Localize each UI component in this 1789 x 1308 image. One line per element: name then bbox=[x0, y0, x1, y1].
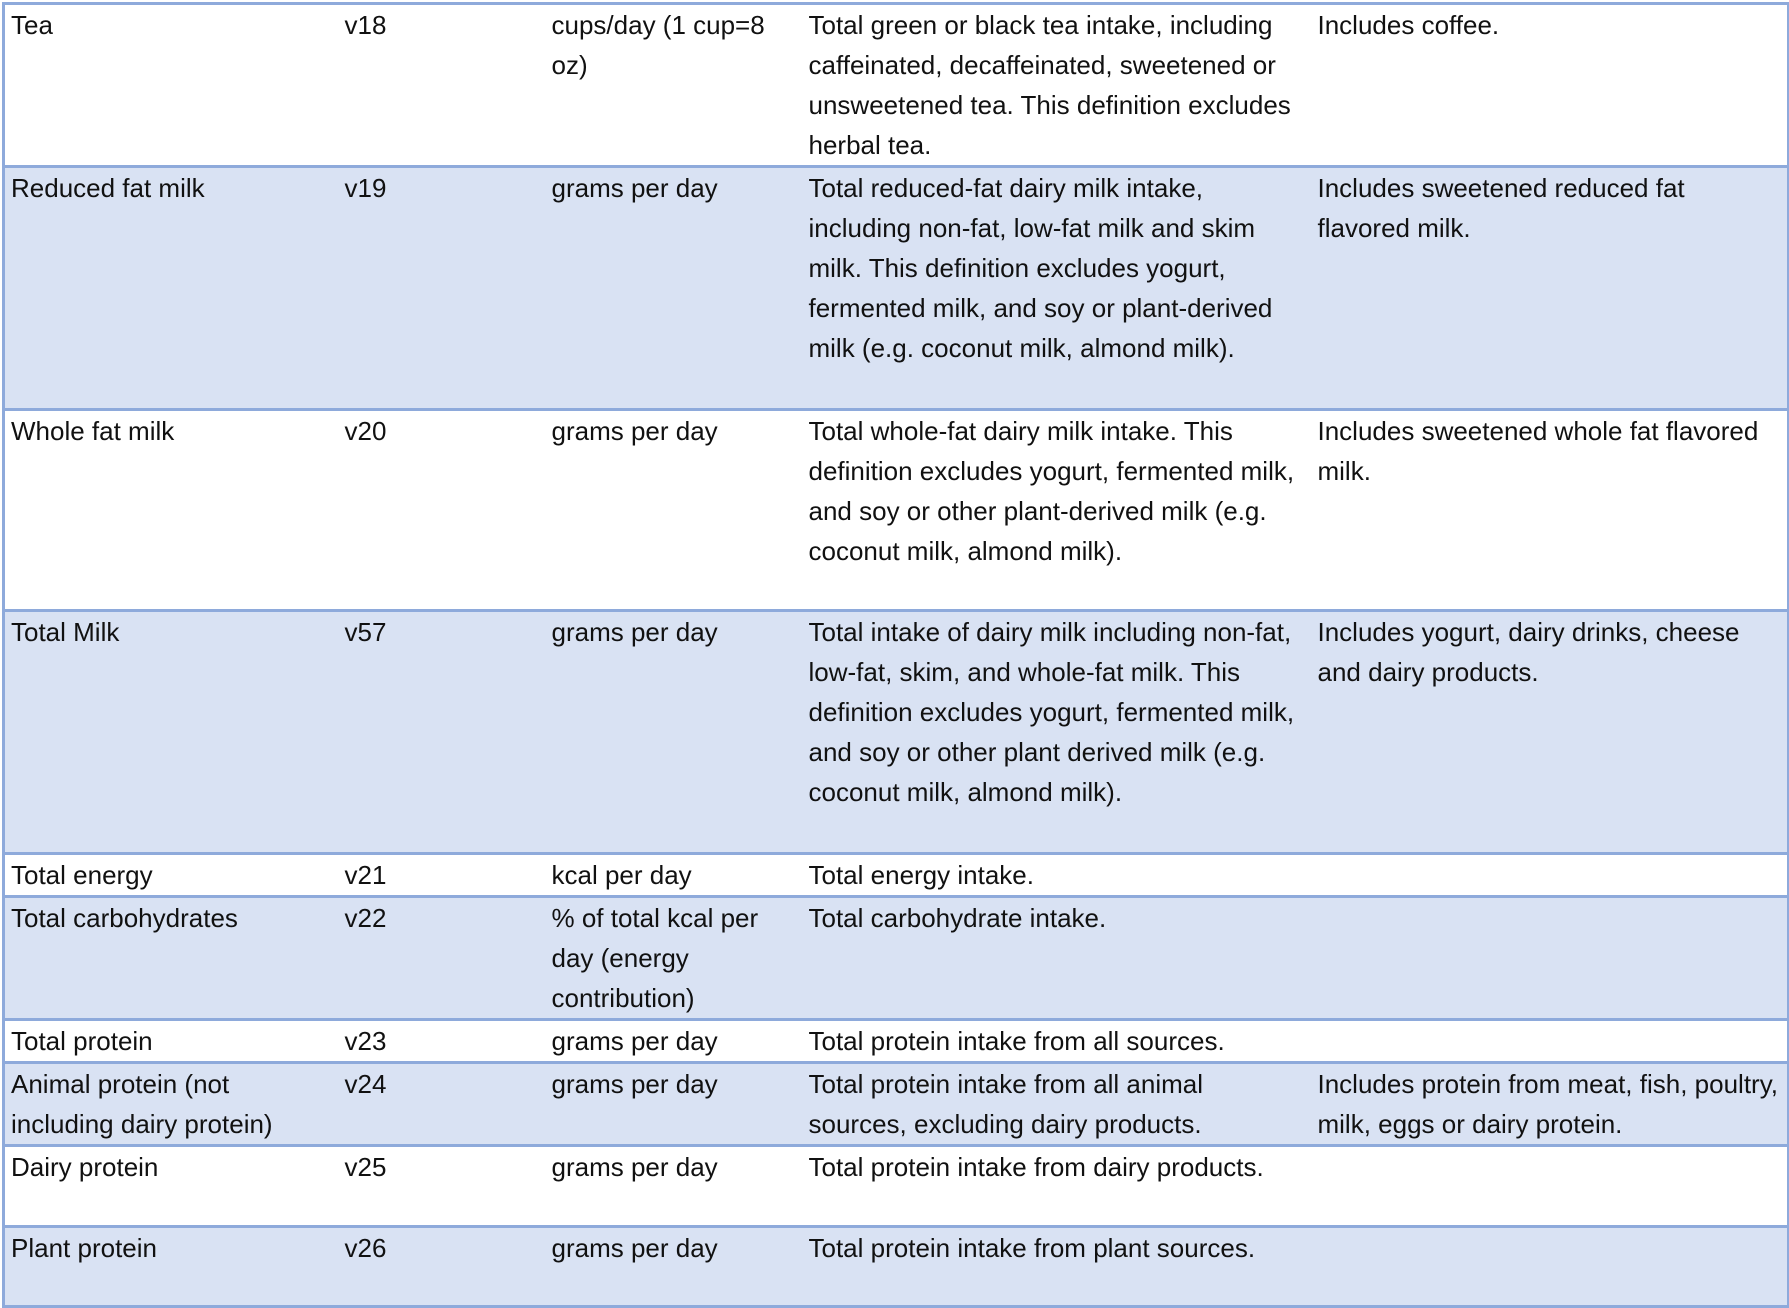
table-row bbox=[4, 897, 1789, 1020]
note-cell bbox=[1312, 897, 1789, 1020]
table-row bbox=[4, 167, 1789, 410]
nutrient-definitions-table bbox=[2, 2, 1789, 1308]
variable-code-cell: v25 bbox=[339, 1146, 546, 1227]
unit-cell: grams per day bbox=[546, 1063, 803, 1146]
variable-code-cell: v57 bbox=[339, 611, 546, 854]
table-row bbox=[4, 854, 1789, 897]
table-row bbox=[4, 1020, 1789, 1063]
unit-cell: grams per day bbox=[546, 1227, 803, 1307]
unit-cell: grams per day bbox=[546, 410, 803, 611]
table-row bbox=[4, 410, 1789, 611]
definition-cell: Total energy intake. bbox=[803, 854, 1312, 897]
variable-code-cell: v26 bbox=[339, 1227, 546, 1307]
variable-code-cell: v23 bbox=[339, 1020, 546, 1063]
note-cell: Includes coffee. bbox=[1312, 4, 1789, 167]
variable-code-cell: v24 bbox=[339, 1063, 546, 1146]
definition-cell: Total whole-fat dairy milk intake. This definition excludes yogurt, fermented milk, and soy or other plant-derived milk (e.g. coconut milk, almond milk). bbox=[803, 410, 1312, 611]
variable-code-cell: v21 bbox=[339, 854, 546, 897]
definition-cell: Total protein intake from plant sources. bbox=[803, 1227, 1312, 1307]
nutrient-name-cell: Total protein bbox=[4, 1020, 339, 1063]
nutrient-name-cell: Reduced fat milk bbox=[4, 167, 339, 410]
unit-cell: grams per day bbox=[546, 167, 803, 410]
variable-code-cell: v20 bbox=[339, 410, 546, 611]
nutrient-name-cell: Tea bbox=[4, 4, 339, 167]
unit-cell: kcal per day bbox=[546, 854, 803, 897]
note-cell: Includes sweetened reduced fat flavored milk. bbox=[1312, 167, 1789, 410]
variable-code-cell: v22 bbox=[339, 897, 546, 1020]
nutrient-name-cell: Total Milk bbox=[4, 611, 339, 854]
variable-code-cell: v18 bbox=[339, 4, 546, 167]
unit-cell: grams per day bbox=[546, 611, 803, 854]
definition-cell: Total carbohydrate intake. bbox=[803, 897, 1312, 1020]
note-cell bbox=[1312, 1020, 1789, 1063]
nutrient-name-cell: Total energy bbox=[4, 854, 339, 897]
unit-cell: grams per day bbox=[546, 1146, 803, 1227]
definition-cell: Total green or black tea intake, including caffeinated, decaffeinated, sweetened or unsweetened tea. This definition excludes herbal tea. bbox=[803, 4, 1312, 167]
definition-cell: Total protein intake from dairy products. bbox=[803, 1146, 1312, 1227]
nutrient-name-cell: Animal protein (not including dairy protein) bbox=[4, 1063, 339, 1146]
table-row bbox=[4, 4, 1789, 167]
nutrient-name-cell: Whole fat milk bbox=[4, 410, 339, 611]
table-row bbox=[4, 611, 1789, 854]
note-cell bbox=[1312, 854, 1789, 897]
definition-cell: Total intake of dairy milk including non-fat, low-fat, skim, and whole-fat milk. This definition excludes yogurt, fermented milk, and soy or other plant derived milk (e.g. coconut milk, almond milk). bbox=[803, 611, 1312, 854]
variable-code-cell: v19 bbox=[339, 167, 546, 410]
note-cell: Includes sweetened whole fat flavored milk. bbox=[1312, 410, 1789, 611]
definition-cell: Total protein intake from all sources. bbox=[803, 1020, 1312, 1063]
note-cell bbox=[1312, 1146, 1789, 1227]
definition-cell: Total reduced-fat dairy milk intake, including non-fat, low-fat milk and skim milk. This definition excludes yogurt, fermented milk, and soy or plant-derived milk (e.g. coconut milk, almond milk). bbox=[803, 167, 1312, 410]
nutrient-name-cell: Dairy protein bbox=[4, 1146, 339, 1227]
table-row bbox=[4, 1063, 1789, 1146]
note-cell: Includes yogurt, dairy drinks, cheese and dairy products. bbox=[1312, 611, 1789, 854]
unit-cell: % of total kcal per day (energy contribution) bbox=[546, 897, 803, 1020]
table-row bbox=[4, 1227, 1789, 1307]
nutrient-name-cell: Plant protein bbox=[4, 1227, 339, 1307]
unit-cell: cups/day (1 cup=8 oz) bbox=[546, 4, 803, 167]
definition-cell: Total protein intake from all animal sources, excluding dairy products. bbox=[803, 1063, 1312, 1146]
note-cell bbox=[1312, 1227, 1789, 1307]
nutrient-name-cell: Total carbohydrates bbox=[4, 897, 339, 1020]
table-row bbox=[4, 1146, 1789, 1227]
unit-cell: grams per day bbox=[546, 1020, 803, 1063]
note-cell: Includes protein from meat, fish, poultry, milk, eggs or dairy protein. bbox=[1312, 1063, 1789, 1146]
